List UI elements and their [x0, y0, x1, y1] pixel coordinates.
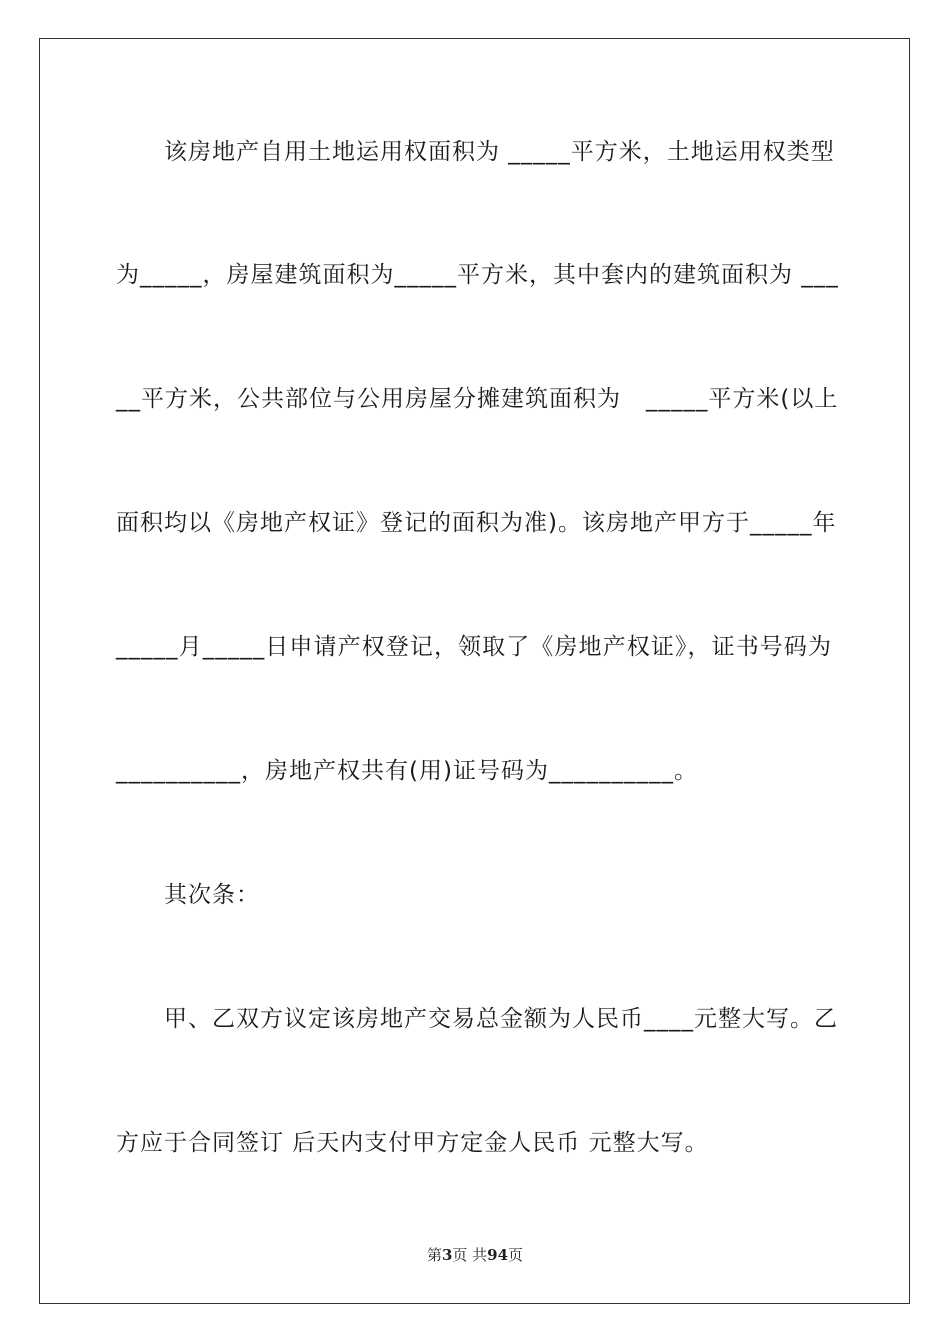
footer-mid: 页 共 [452, 1246, 488, 1264]
total-page-number: 94 [487, 1246, 509, 1264]
page-footer [0, 1244, 950, 1265]
text-line: 该房地产自用土地运用权面积为 _____平方米，土地运用权类型 [164, 139, 835, 165]
text-line: 方应于合同签订 后天内支付甲方定金人民币 元整大写。 [116, 1130, 709, 1156]
footer-suffix: 页 [508, 1246, 524, 1264]
section-heading: 其次条： [164, 882, 260, 908]
page-border [39, 38, 910, 1304]
text-line: __平方米，公共部位与公用房屋分摊建筑面积为 _____平方米(以上 [116, 386, 839, 412]
text-line: 甲、乙双方议定该房地产交易总金额为人民币____元整大写。乙 [164, 1006, 838, 1032]
text-line: 面积均以《房地产权证》登记的面积为准)。该房地产甲方于_____年 [116, 510, 837, 536]
text-line: 为_____，房屋建筑面积为_____平方米，其中套内的建筑面积为 ___ [116, 262, 839, 288]
text-line: _____月_____日申请产权登记，领取了《房地产权证》，证书号码为 [116, 634, 832, 660]
current-page-number: 3 [441, 1246, 453, 1264]
footer-prefix: 第 [426, 1246, 442, 1264]
text-line: __________，房地产权共有(用)证号码为__________。 [116, 758, 698, 784]
